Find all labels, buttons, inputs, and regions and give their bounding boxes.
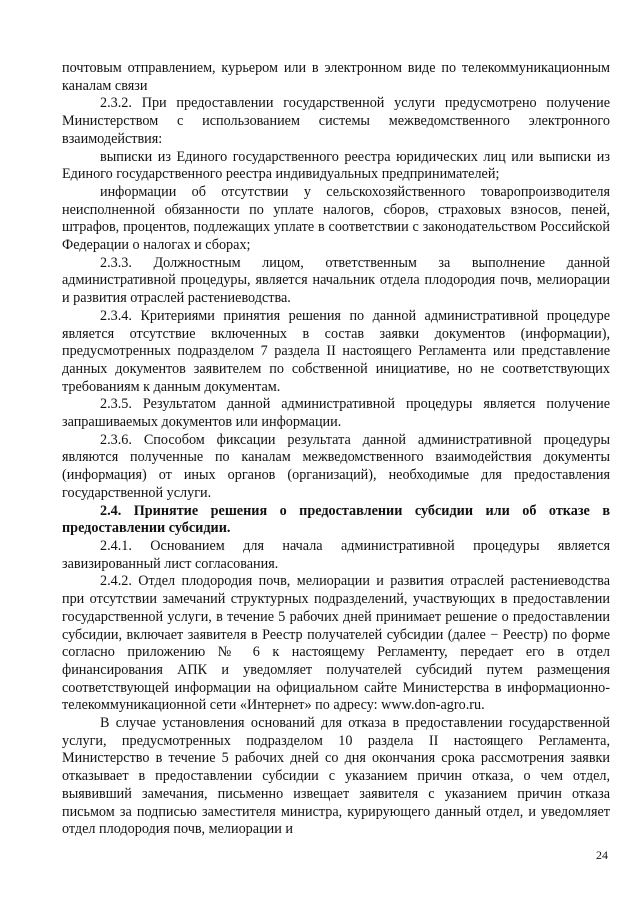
paragraph-8: 2.3.6. Способом фиксации результата данной административной процедуры являются полученные по каналам межведомственного взаимодействия документы (информация) от иных органов (организаций), необходимые для предоставления государственной услуги.	[62, 431, 610, 501]
paragraph-7: 2.3.5. Результатом данной административной процедуры является получение запрашиваемых документов или информации.	[62, 396, 610, 431]
paragraph-3: выписки из Единого государственного реестра юридических лиц или выписки из Единого государственного реестра индивидуальных предпринимателей;	[62, 148, 610, 183]
paragraph-6: 2.3.4. Критериями принятия решения по данной административной процедуре является отсутствие включенных в состав заявки документов (информации), предусмотренных подразделом 7 раздела II настоящего Регламента или представление данных документов заявителем по собственной инициативе, но не соответствующих требованиям к данным документам.	[62, 307, 610, 395]
paragraph-2: 2.3.2. При предоставлении государственной услуги предусмотрено получение Министерством с использованием системы межведомственного электронного взаимодействия:	[62, 95, 610, 147]
paragraph-12: В случае установления оснований для отказа в предоставлении государственной услуги, предусмотренных подразделом 10 раздела II настоящего Регламента, Министерство в течение 5 рабочих дней со дня окончания срока рассмотрения заявки отказывает в предоставлении субсидии с указанием причин отказа, о чем отдел, выявивший замечания, письменно извещает заявителя с указанием причин отказа письмом за подписью заместителя министра, курирующего данный отдел, и уведомляет отдел плодородия почв, мелиорации и	[62, 715, 610, 838]
paragraph-11: 2.4.2. Отдел плодородия почв, мелиорации и развития отраслей растениеводства при отсутствии замечаний структурных подразделений, участвующих в предоставлении государственной услуги, в течение 5 рабочих дней принимает решение о предоставлении субсидии, включает заявителя в Реестр получателей субсидии (далее − Реестр) по форме согласно приложению № 6 к настоящему Регламенту, передает его в отдел финансирования АПК и уведомляет получателей субсидий путем размещения соответствующей информации на официальном сайте Министерства в информационно-телекоммуникационной сети «Интернет» по адресу: www.don-agro.ru.	[62, 573, 610, 714]
paragraph-10: 2.4.1. Основанием для начала административной процедуры является завизированный лист согласования.	[62, 537, 610, 572]
section-heading: 2.4. Принятие решения о предоставлении субсидии или об отказе в предоставлении субсидии.	[62, 502, 610, 537]
paragraph-4: информации об отсутствии у сельскохозяйственного товаропроизводителя неисполненной обязанности по уплате налогов, сборов, страховых взносов, пеней, штрафов, процентов, подлежащих уплате в соответствии с законодательством Российской Федерации о налогах и сборах;	[62, 183, 610, 254]
paragraph-1: почтовым отправлением, курьером или в электронном виде по телекоммуникационным каналам связи	[62, 60, 610, 94]
page-number: 24	[596, 848, 608, 862]
paragraph-5: 2.3.3. Должностным лицом, ответственным за выполнение данной административной процедуры, является начальник отдела плодородия почв, мелиорации и развития отраслей растениеводства.	[62, 254, 610, 307]
document-body	[62, 60, 610, 839]
